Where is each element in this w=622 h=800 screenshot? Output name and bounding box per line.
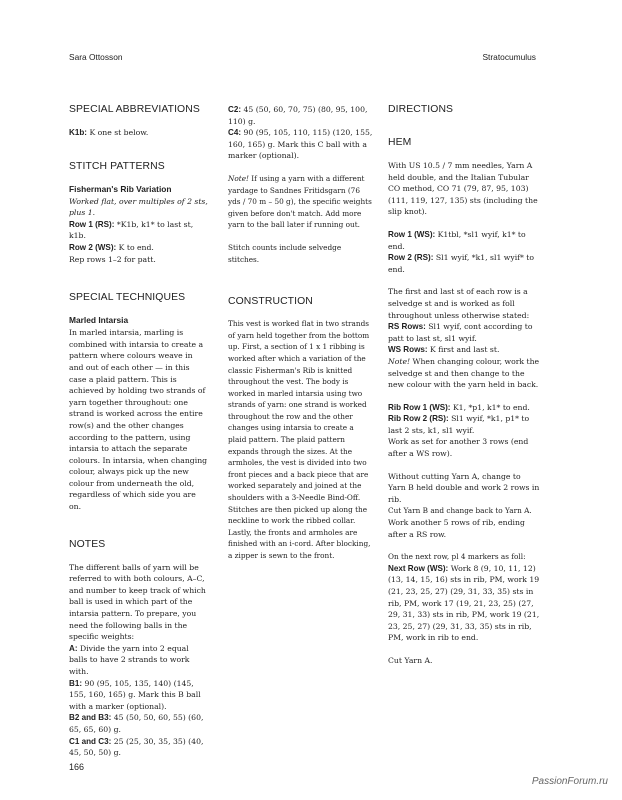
column-middle [228, 104, 374, 562]
hem-heading: HEM [388, 137, 412, 148]
work-another: Work another 5 rows of rib, ending after a RS row. [388, 518, 525, 539]
next-row: Next Row (WS): Work 8 (9, 10, 11, 12) (13, 14, 15, 16) sts in rib, PM, work 19 (21, 23, 25, 27) (29, 31, 33, 35) sts in rib, PM, work 17 (19, 21, 23, 25) (27, 29, 31, 33) sts in rib, PM, work 19 (21, 23, 25, 27) (29, 31, 33, 35) sts in rib, PM, work in rib to end. [388, 563, 540, 643]
worked-flat-note: Worked flat, over multiples of 2 sts, plus 1. [69, 196, 208, 218]
without-cutting: Without cutting Yarn A, change to Yarn B held double and work 2 rows in rib. [388, 471, 540, 504]
notes-intro: The different balls of yarn will be referred to with both colours, A–C, and number to keep track of which ball is used in which part of the intarsia pattern. To prepare, you need the following balls in the specific weights: [69, 562, 206, 642]
notes-b1: B1: 90 (95, 105, 135, 140) (145, 155, 160, 165) g. Mark this B ball with a marker (optional). [69, 678, 201, 711]
ws-rows: WS Rows: K first and last st. [388, 345, 500, 355]
hem-row-2: Row 2 (RS): Sl1 wyif, *k1, sl1 wyif* to end. [388, 253, 535, 274]
construction-text: This vest is worked flat in two strands of yarn held together from the bottom up. First, a section of 1 x 1 ribbing is worked after which a variation of the classic Fisherman's Rib is knitted throughout the vest. The body is worked in marled intarsia using two strands of yarn: one strand is worked throughout the row and the other changes using intarsia to create a plaid pattern. The plaid pattern expands through the sizes. At the armholes, the vest is divided into two front pieces and a back piece that are worked separately and joined at the shoulders with a 3-Needle Bind-Off. Stitches are then picked up along the neckline to work the ribbed collar. Lastly, the fronts and armholes are finished with an i-cord. After blocking, a zipper is sewn to the front. [228, 319, 371, 560]
running-header-author: Sara Ottosson [69, 52, 123, 62]
column-right [388, 104, 540, 667]
stitch-patterns-heading: STITCH PATTERNS [69, 160, 165, 172]
next-row-intro: On the next row, pl 4 markers as foll: [388, 552, 526, 562]
column-left [69, 104, 209, 759]
directions-heading: DIRECTIONS [388, 104, 454, 115]
hem-text: With US 10.5 / 7 mm needles, Yarn A held double, and the Italian Tubular CO method, CO 71 (79, 87, 95, 103) (111, 119, 127, 135) sts (including the slip knot). [388, 161, 538, 217]
fishermans-rib-subheading: Fisherman's Rib Variation [69, 183, 172, 194]
abbrev-k1b: K1b: K one st below. [69, 128, 149, 137]
notes-c4: C4: 90 (95, 105, 110, 115) (120, 155, 160, 165) g. Mark this C ball with a marker (optional). [228, 128, 373, 161]
notes-a: A: Divide the yarn into 2 equal balls to have 2 strands to work with. [69, 643, 190, 676]
stitch-row-2: Row 2 (WS): K to end. [69, 242, 154, 252]
rib-row-2: Rib Row 2 (RS): Sl1 wyif, *k1, p1* to last 2 sts, k1, sl1 wyif. [388, 414, 530, 435]
construction-heading: CONSTRUCTION [228, 296, 313, 308]
marled-intarsia-text: In marled intarsia, marling is combined with intarsia to create a pattern where colours weave in and out of each other — in this case a plaid pattern. This is achieved by holding two strands of yarn together throughout: one strand is worked across the entire row(s) and the other changes according to the pattern, using intarsia to attach the separate colours. In intarsia, when changing colour, always pick up the new colour from underneath the old, regardless of which side you are on. [69, 328, 208, 512]
stitch-repeat: Rep rows 1–2 for patt. [69, 254, 156, 264]
rs-rows: RS Rows: Sl1 wyif, cont according to patt to last st, sl1 wyif. [388, 322, 533, 343]
special-abbreviations-heading: SPECIAL ABBREVIATIONS [69, 104, 200, 115]
rib-row-1: Rib Row 1 (WS): K1, *p1, k1* to end. [388, 402, 530, 412]
page-number: 166 [69, 762, 85, 772]
cut-yarn-b: Cut Yarn B and change back to Yarn A. [388, 506, 532, 516]
stitch-counts-note: Stitch counts include selvedge stitches. [228, 242, 342, 264]
running-header-title: Stratocumulus [482, 52, 536, 62]
yardage-note: Note! If using a yarn with a different yardage to Sandnes Fritidsgarn (76 yds / 70 m – 50 g), the specific weights given before don't match. Add more yarn to the ball later if running out. [228, 173, 372, 230]
work-as-set: Work as set for another 3 rows (end after a WS row). [388, 437, 529, 459]
marled-intarsia-subheading: Marled Intarsia [69, 315, 129, 326]
notes-heading: NOTES [69, 538, 106, 550]
stitch-row-1: Row 1 (RS): *K1b, k1* to last st, k1b. [69, 219, 194, 241]
selvedge-intro: The first and last st of each row is a selvedge st and is worked as foll throughout unless otherwise stated: [388, 287, 530, 320]
colour-change-note: Note! When changing colour, work the selvedge st and then change to the new colour with the yarn held in back. [388, 356, 540, 390]
watermark: PassionForum.ru [531, 776, 608, 787]
hem-row-1: Row 1 (WS): K1tbl, *sl1 wyif, k1* to end. [388, 229, 526, 251]
notes-c2: C2: 45 (50, 60, 70, 75) (80, 95, 100, 110) g. [228, 105, 368, 126]
notes-c1-c3: C1 and C3: 25 (25, 30, 35, 35) (40, 45, 50, 50) g. [69, 736, 204, 758]
special-techniques-heading: SPECIAL TECHNIQUES [69, 292, 186, 304]
cut-yarn-a: Cut Yarn A. [388, 655, 433, 665]
notes-b2-b3: B2 and B3: 45 (50, 50, 60, 55) (60, 65, 65, 60) g. [69, 713, 204, 734]
